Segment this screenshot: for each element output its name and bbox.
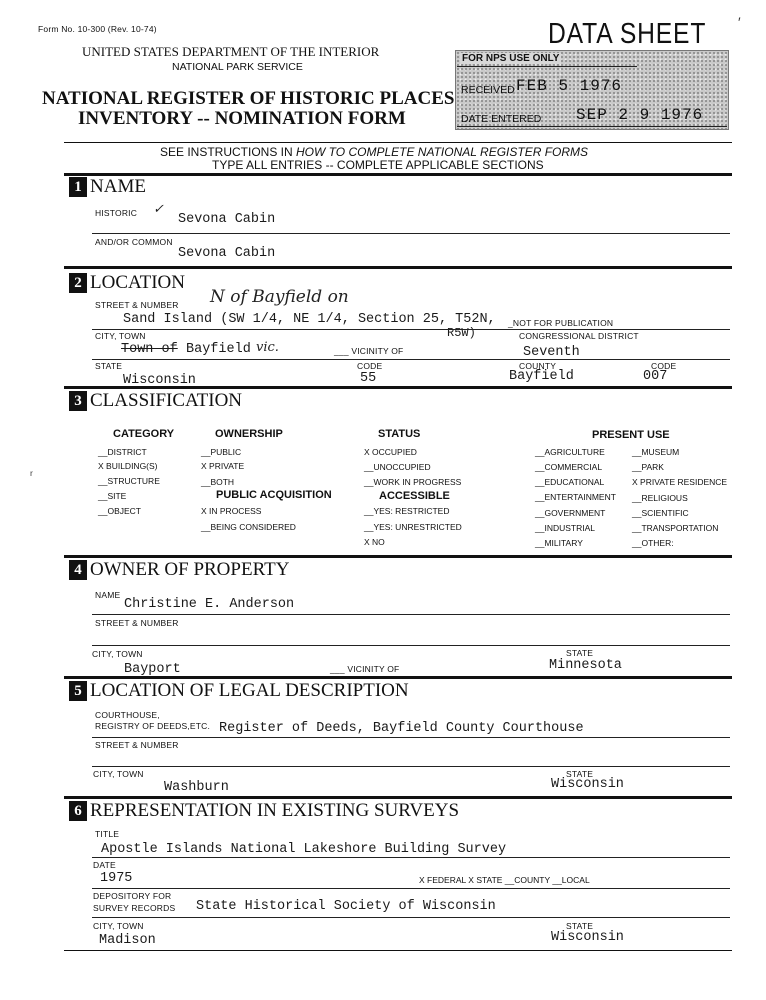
use-government: __GOVERNMENT bbox=[535, 508, 606, 518]
section-5-title: LOCATION OF LEGAL DESCRIPTION bbox=[90, 680, 409, 701]
courthouse-value: Register of Deeds, Bayfield County Courthouse bbox=[219, 721, 584, 736]
use-transportation: __TRANSPORTATION bbox=[632, 523, 719, 533]
public-acquisition-heading: PUBLIC ACQUISITION bbox=[216, 489, 332, 501]
owner-city-value: Bayport bbox=[124, 662, 181, 677]
city-town-label: CITY, TOWN bbox=[95, 331, 146, 341]
use-park: __PARK bbox=[632, 462, 664, 472]
street-number-label: STREET & NUMBER bbox=[95, 300, 179, 310]
city-value: Bayfield bbox=[186, 342, 251, 357]
survey-title-value: Apostle Islands National Lakeshore Building Survey bbox=[101, 842, 507, 857]
legal-state-value: Wisconsin bbox=[551, 777, 624, 792]
use-private-residence: X PRIVATE RESIDENCE bbox=[632, 477, 728, 487]
form-number: Form No. 10-300 (Rev. 10-74) bbox=[38, 24, 157, 34]
acquisition-in-process: X IN PROCESS bbox=[201, 506, 262, 516]
use-agriculture: __AGRICULTURE bbox=[535, 447, 605, 457]
county-code-value: 007 bbox=[643, 369, 668, 384]
form-title-1: NATIONAL REGISTER OF HISTORIC PLACES bbox=[42, 88, 455, 109]
section-5-number: 5 bbox=[69, 681, 87, 701]
congressional-district-label: CONGRESSIONAL DISTRICT bbox=[519, 331, 639, 341]
section-3-number: 3 bbox=[69, 391, 87, 411]
category-buildings: X BUILDING(S) bbox=[98, 461, 158, 471]
survey-date-value: 1975 bbox=[100, 871, 133, 886]
state-value: Wisconsin bbox=[123, 373, 196, 388]
status-occupied: X OCCUPIED bbox=[364, 447, 417, 457]
margin-mark: ʳ bbox=[30, 468, 33, 482]
section-3-title: CLASSIFICATION bbox=[90, 390, 243, 411]
owner-name-value: Christine E. Anderson bbox=[124, 597, 295, 612]
section-2-number: 2 bbox=[69, 273, 87, 293]
form-title-2: INVENTORY -- NOMINATION FORM bbox=[78, 108, 406, 129]
status-unoccupied: __UNOCCUPIED bbox=[364, 462, 431, 472]
nps-use-only-label: FOR NPS USE ONLY bbox=[462, 53, 560, 64]
instructions-line-1: SEE INSTRUCTIONS IN HOW TO COMPLETE NATIONAL REGISTER FORMS bbox=[160, 145, 589, 159]
survey-city-value: Madison bbox=[99, 933, 156, 948]
survey-date-label: DATE bbox=[93, 860, 116, 870]
owner-city-label: CITY, TOWN bbox=[92, 649, 143, 659]
date-entered-value: SEP 2 9 1976 bbox=[576, 106, 704, 124]
section-6-title: REPRESENTATION IN EXISTING SURVEYS bbox=[90, 800, 460, 821]
ownership-both: __BOTH bbox=[201, 477, 235, 487]
section-1-number: 1 bbox=[69, 177, 87, 197]
received-date: FEB 5 1976 bbox=[516, 77, 623, 95]
accessible-heading: ACCESSIBLE bbox=[379, 490, 450, 502]
present-use-heading: PRESENT USE bbox=[592, 429, 670, 441]
category-structure: __STRUCTURE bbox=[98, 476, 160, 486]
street-number-value: Sand Island (SW 1/4, NE 1/4, Section 25, T52N, bbox=[123, 312, 496, 327]
service-name: NATIONAL PARK SERVICE bbox=[172, 61, 303, 73]
use-religious: __RELIGIOUS bbox=[632, 493, 688, 503]
use-entertainment: __ENTERTAINMENT bbox=[535, 492, 616, 502]
owner-state-label: STATE bbox=[566, 648, 594, 658]
access-yes-restricted: __YES: RESTRICTED bbox=[364, 506, 450, 516]
handwritten-street-note: N of Bayfield on bbox=[210, 287, 349, 307]
category-site: __SITE bbox=[98, 491, 127, 501]
ownership-private: X PRIVATE bbox=[201, 461, 245, 471]
owner-vicinity-label: ___ VICINITY OF bbox=[330, 664, 400, 674]
congressional-district-value: Seventh bbox=[523, 345, 580, 360]
use-military: __MILITARY bbox=[535, 538, 583, 548]
legal-city-label: CITY, TOWN bbox=[93, 769, 144, 779]
status-heading: STATUS bbox=[378, 428, 421, 440]
historic-label: HISTORIC bbox=[95, 208, 138, 218]
category-object: __OBJECT bbox=[98, 506, 141, 516]
state-code-label: CODE bbox=[357, 361, 383, 371]
status-work-in-progress: __WORK IN PROGRESS bbox=[364, 477, 462, 487]
use-industrial: __INDUSTRIAL bbox=[535, 523, 595, 533]
courthouse-label-2: REGISTRY OF DEEDS,ETC. bbox=[95, 721, 211, 731]
ownership-heading: OWNERSHIP bbox=[215, 428, 283, 440]
date-entered-label: DATE ENTERED bbox=[461, 113, 542, 125]
use-museum: __MUSEUM bbox=[632, 447, 680, 457]
use-educational: __EDUCATIONAL bbox=[535, 477, 605, 487]
owner-street-label: STREET & NUMBER bbox=[95, 618, 179, 628]
owner-state-value: Minnesota bbox=[549, 658, 622, 673]
ownership-public: __PUBLIC bbox=[201, 447, 242, 457]
use-other: __OTHER: bbox=[632, 538, 674, 548]
survey-title-label: TITLE bbox=[95, 829, 120, 839]
common-name-label: AND/OR COMMON bbox=[95, 237, 173, 247]
historic-name-value: Sevona Cabin bbox=[178, 212, 276, 227]
state-code-value: 55 bbox=[360, 371, 377, 386]
access-no: X NO bbox=[364, 537, 385, 547]
handwritten-vic-note: vic. bbox=[256, 340, 279, 355]
use-commercial: __COMMERCIAL bbox=[535, 462, 603, 472]
use-scientific: __SCIENTIFIC bbox=[632, 508, 689, 518]
common-name-value: Sevona Cabin bbox=[178, 246, 276, 261]
category-district: __DISTRICT bbox=[98, 447, 147, 457]
courthouse-label-1: COURTHOUSE, bbox=[95, 710, 160, 720]
not-for-publication: _NOT FOR PUBLICATION bbox=[508, 318, 614, 328]
category-heading: CATEGORY bbox=[113, 428, 175, 440]
section-4-title: OWNER OF PROPERTY bbox=[90, 559, 290, 580]
legal-street-label: STREET & NUMBER bbox=[95, 740, 179, 750]
legal-city-value: Washburn bbox=[164, 780, 229, 795]
survey-state-value: Wisconsin bbox=[551, 930, 624, 945]
survey-state-label: STATE bbox=[566, 921, 594, 931]
county-value: Bayfield bbox=[509, 369, 574, 384]
street-number-value-cont: R5W) bbox=[447, 326, 476, 340]
depository-value: State Historical Society of Wisconsin bbox=[196, 899, 496, 914]
department-name: UNITED STATES DEPARTMENT OF THE INTERIOR bbox=[82, 44, 380, 59]
access-yes-unrestricted: __YES: UNRESTRICTED bbox=[364, 522, 462, 532]
data-sheet-stamp: DATA SHEET bbox=[548, 18, 707, 50]
instructions-line-2: TYPE ALL ENTRIES -- COMPLETE APPLICABLE SECTIONS bbox=[212, 158, 544, 172]
county-label: COUNTY bbox=[519, 361, 557, 371]
depository-label-2: SURVEY RECORDS bbox=[93, 903, 176, 913]
vicinity-of-label: ___ VICINITY OF bbox=[334, 346, 404, 356]
survey-levels: X FEDERAL X STATE __COUNTY __LOCAL bbox=[419, 875, 590, 885]
corner-mark: ′ bbox=[738, 14, 741, 30]
acquisition-being-considered: __BEING CONSIDERED bbox=[201, 522, 296, 532]
owner-name-label: NAME bbox=[95, 590, 121, 600]
handwritten-mark: ✓ bbox=[153, 202, 164, 217]
survey-city-label: CITY, TOWN bbox=[93, 921, 144, 931]
section-6-number: 6 bbox=[69, 801, 87, 821]
received-label: RECEIVED bbox=[461, 84, 515, 96]
section-4-number: 4 bbox=[69, 560, 87, 580]
county-code-label: CODE bbox=[651, 361, 677, 371]
state-label: STATE bbox=[95, 361, 123, 371]
depository-label-1: DEPOSITORY FOR bbox=[93, 891, 172, 901]
section-2-title: LOCATION bbox=[90, 272, 185, 293]
city-struck-text: Town of bbox=[121, 342, 178, 357]
legal-state-label: STATE bbox=[566, 769, 594, 779]
section-1-title: NAME bbox=[90, 176, 146, 197]
